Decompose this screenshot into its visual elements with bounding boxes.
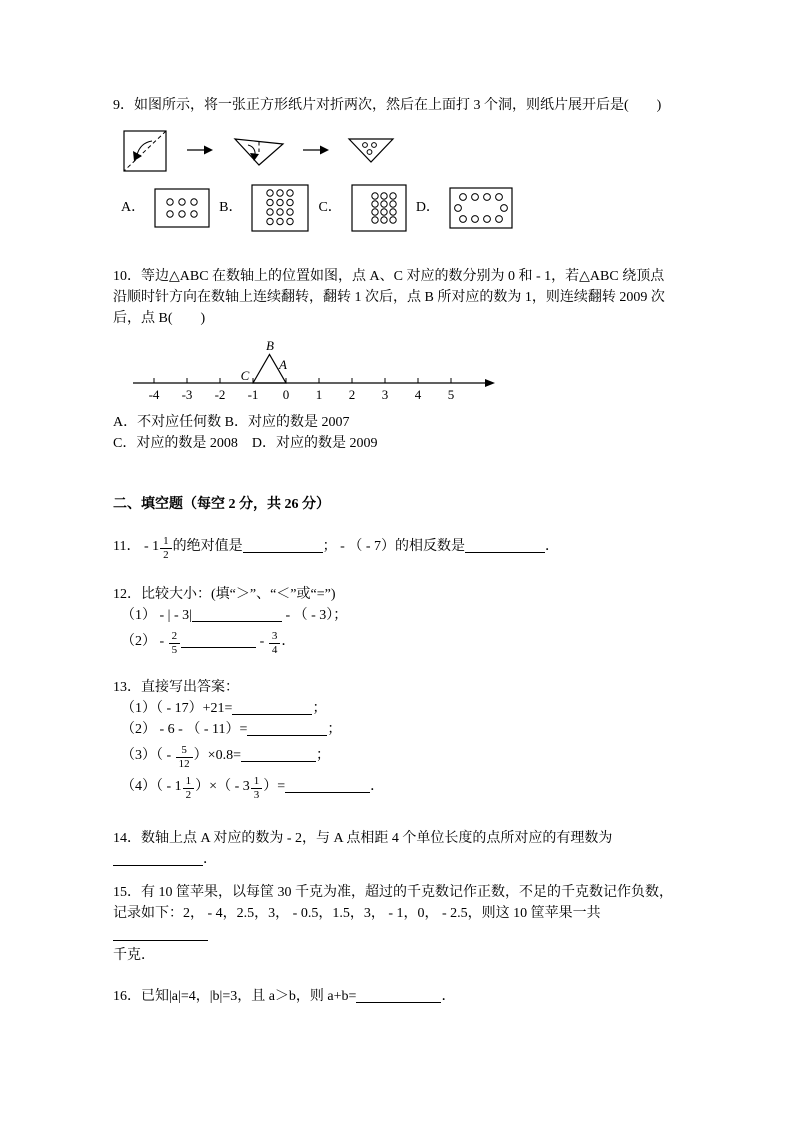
- q14-answer-line: [113, 849, 693, 870]
- q9-option-c-figure: [351, 184, 407, 232]
- question-11: [113, 531, 693, 562]
- q9-options: [121, 184, 693, 232]
- q15-line1: 15．有 10 筐苹果，以每筐 30 千克为准，超过的千克数记作正数，不足的千克数记作负数，: [113, 885, 673, 900]
- tick-label: -1: [247, 387, 259, 402]
- fraction: $\frac{5}{12}$: [176, 744, 193, 770]
- q12-item2-text1: （2） -: [121, 634, 168, 649]
- tick-label: 5: [447, 387, 455, 402]
- q9-fold-twice-holes-figure: [345, 133, 397, 167]
- q9-option-d-figure: [449, 187, 513, 229]
- q13-item3-end: ；: [315, 748, 330, 763]
- q9-option-b-label: B．: [219, 200, 243, 215]
- q13-item1-end: ；: [312, 701, 327, 716]
- q9-stem: 9．如图所示，将一张正方形纸片对折两次，然后在上面打 3 个洞，则纸片展开后是( ): [113, 98, 662, 113]
- q11-text-1: 11． - 1: [113, 539, 160, 554]
- q12-item2-text3: ．: [281, 634, 296, 649]
- answer-blank: [247, 722, 327, 736]
- q9-option-d-label: D．: [415, 200, 440, 215]
- answer-blank: [465, 539, 545, 553]
- q10-number-line-figure: [129, 335, 504, 405]
- q10-figure-wrap: [129, 335, 693, 410]
- fraction: $\frac{1}{2}$: [160, 535, 172, 561]
- q10-stem-line2: 沿顺时针方向在数轴上连续翻转，翻转 1 次后，点 B 所对应的数为 1，则连续翻转 2009 次: [113, 290, 665, 305]
- q14-end: ．: [203, 852, 217, 867]
- question-16: [113, 986, 693, 1007]
- question-14: [113, 828, 693, 870]
- q9-fold-diagram: [121, 126, 693, 174]
- q12-item1-text1: （1） - | - 3|: [121, 608, 192, 623]
- answer-blank: [113, 852, 203, 866]
- q15-line2-text: 记录如下：2， - 4，2.5，3， - 0.5，1.5，3， - 1，0， - 2.5，则这 10 筐苹果一共: [113, 906, 601, 921]
- tick-label: 0: [282, 387, 290, 402]
- arrow-right-icon: [301, 140, 331, 160]
- q13-item3-text1: （3）（ -: [121, 748, 175, 763]
- fraction: $\frac{1}{3}$: [251, 775, 263, 801]
- answer-blank: [243, 539, 323, 553]
- q15-line3: 千克．: [113, 948, 155, 963]
- tick-label: -4: [148, 387, 160, 402]
- arrow-right-icon: [185, 140, 215, 160]
- question-9: [113, 95, 693, 232]
- answer-blank: [181, 634, 256, 648]
- answer-blank: [285, 779, 370, 793]
- q12-item-2: [113, 626, 693, 657]
- q13-item-2: [113, 719, 693, 740]
- q10-options-cd: C．对应的数是 2008 D．对应的数是 2009: [113, 436, 378, 451]
- q13-item4-text1: （4）（ - 1: [121, 779, 182, 794]
- answer-blank: [232, 701, 312, 715]
- q12-item-1: [113, 605, 693, 626]
- tick-label: 1: [315, 387, 323, 402]
- q13-item-3: [113, 740, 693, 771]
- q15-line2: [113, 903, 693, 945]
- tick-label: 3: [381, 387, 389, 402]
- q12-item2-text2: -: [256, 634, 268, 649]
- q13-item2-text: （2） - 6 - （ - 11）=: [121, 722, 248, 737]
- section-2-header: 二、填空题（每空 2 分，共 26 分）: [113, 497, 330, 512]
- question-10: [113, 266, 693, 454]
- q13-stem: 13．直接写出答案：: [113, 680, 239, 695]
- q12-stem: 12．比较大小：(填“＞”、“＜”或“=”): [113, 587, 336, 602]
- q10-stem-line1: 10．等边△ABC 在数轴上的位置如图，点 A、C 对应的数分别为 0 和 - 1，若△ABC 绕顶点: [113, 269, 665, 284]
- q9-option-a-label: A．: [121, 200, 146, 215]
- q14-stem: 14．数轴上点 A 对应的数为 - 2，与 A 点相距 4 个单位长度的点所对应的有理数为: [113, 831, 613, 846]
- q9-option-c-label: C．: [318, 200, 342, 215]
- q11-text-3: ； - （ - 7）的相反数是: [322, 539, 465, 554]
- q16-line: [113, 986, 693, 1007]
- q9-fold-once-figure: [229, 132, 287, 168]
- q16-stem: 16．已知|a|=4，|b|=3，且 a＞b，则 a+b=: [113, 989, 357, 1004]
- q12-item1-text2: - （ - 3）；: [281, 608, 348, 623]
- fraction: $\frac{2}{5}$: [169, 630, 181, 656]
- q11-text-4: ．: [544, 539, 559, 554]
- answer-blank: [356, 989, 441, 1003]
- answer-blank: [241, 748, 316, 762]
- q13-item4-text2: ）×（ - 3: [195, 779, 250, 794]
- fraction: $\frac{3}{4}$: [269, 630, 281, 656]
- q13-item3-text2: ）×0.8=: [193, 748, 241, 763]
- q13-item4-end: ．: [370, 779, 385, 794]
- tick-label: -3: [181, 387, 193, 402]
- question-15: [113, 882, 693, 966]
- q13-item-4: [113, 771, 693, 802]
- question-12: [113, 584, 693, 657]
- q10-options-ab: A．不对应任何数 B．对应的数是 2007: [113, 415, 350, 430]
- q9-square-fold-figure: [121, 126, 171, 174]
- q10-vertex-a-label: A: [279, 357, 287, 372]
- q13-item4-text3: ）=: [263, 779, 286, 794]
- tick-label: 4: [414, 387, 422, 402]
- q13-item-1: [113, 698, 693, 719]
- q10-vertex-b-label: B: [266, 338, 274, 353]
- q13-item2-end: ；: [327, 722, 342, 737]
- q13-item1-text: （1）（ - 17）+21=: [121, 701, 233, 716]
- fraction: $\frac{1}{2}$: [183, 775, 195, 801]
- answer-blank: [192, 608, 282, 622]
- q9-option-b-figure: [251, 184, 309, 232]
- q10-vertex-c-label: C: [240, 368, 250, 383]
- q16-end: ．: [441, 989, 456, 1004]
- q10-stem-line3: 后，点 B( ): [113, 311, 206, 326]
- tick-label: -2: [214, 387, 226, 402]
- q11-text-2: 的绝对值是: [172, 539, 243, 554]
- q9-option-a-figure: [154, 188, 210, 228]
- tick-label: 2: [348, 387, 356, 402]
- question-13: [113, 677, 693, 802]
- answer-blank: [113, 927, 208, 941]
